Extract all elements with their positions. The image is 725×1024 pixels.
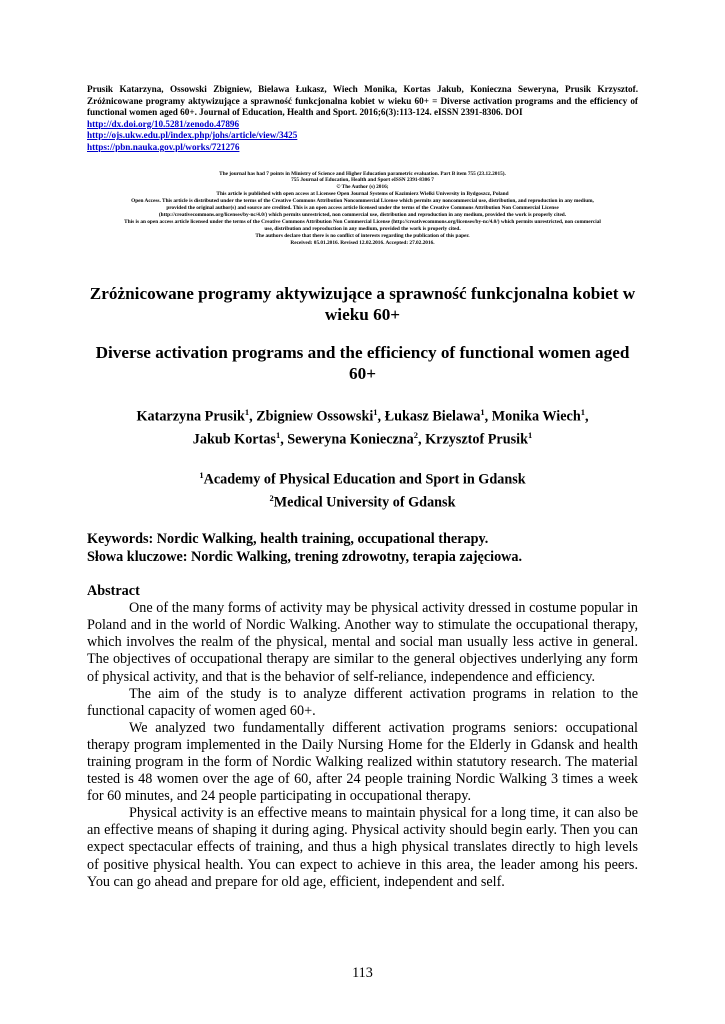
author-affiliation-mark: 1	[275, 430, 281, 441]
citation-links	[87, 119, 638, 154]
notice-line: The journal has had 7 points in Ministry of Science and Higher Education parametric evaluation. Part B item 755 (23.12.2015).	[219, 170, 506, 177]
title-english: Diverse activation programs and the efficiency of functional women aged 60+	[95, 342, 630, 383]
journal-notice	[87, 171, 638, 247]
affiliation-number: 2	[269, 492, 274, 503]
author-name: Monika Wiech	[491, 408, 581, 425]
notice-line: The authors declare that there is no conflict of interests regarding the publication of this paper.	[255, 232, 470, 239]
notice-line: Received: 05.01.2016. Revised 12.02.2016. Accepted: 27.02.2016.	[290, 239, 435, 246]
author-affiliation-mark: 1	[480, 406, 485, 417]
page-number: 113	[352, 965, 373, 981]
affiliation-number: 1	[199, 469, 204, 480]
abstract-paragraph: Physical activity is an effective means to maintain physical for a long time, it can also be an effective means of shaping it during aging. Physical activity should begin early. Then you can expect spectacular effects of training, and thus a high physical translates directly to high levels of positive physical health. You can expect to achieve in this area, the leader among his peers. You can go ahead and prepare for old age, efficient, independent and self.	[87, 805, 638, 890]
title-polish: Zróżnicowane programy aktywizujące a sprawność funkcjonalna kobiet w wieku 60+	[89, 283, 636, 324]
ojs-article-link[interactable]: http://ojs.ukw.edu.pl/index.php/johs/article/view/3425	[87, 130, 298, 141]
affiliation-name: Medical University of Gdansk	[273, 494, 456, 511]
affiliation	[87, 466, 638, 489]
notice-line: Open Access. This article is distributed under the terms of the Creative Commons Attribution Noncommercial License which permits any noncommercial use, distribution, and reproduction in any medium,	[131, 198, 594, 205]
author-name: Łukasz Bielawa	[384, 408, 481, 425]
author-affiliation-mark: 1	[244, 406, 250, 417]
affiliation	[87, 489, 638, 512]
abstract-paragraph: The aim of the study is to analyze different activation programs in relation to the functional capacity of women aged 60+.	[87, 685, 638, 719]
citation-text: Prusik Katarzyna, Ossowski Zbigniew, Bielawa Łukasz, Wiech Monika, Kortas Jakub, Konieczna Seweryna, Prusik Krzysztof. Zróżnicowane programy aktywizujące a sprawność funkcjonalna kobiet w wieku 60+ = Diverse activation programs and the efficiency of functional women aged 60+. Journal of Education, Health and Sport. 2016;6(3):113-124. eISSN 2391-8306. DOI	[87, 84, 638, 118]
author-name: Jakub Kortas	[192, 431, 276, 448]
affiliation-name: Academy of Physical Education and Sport in Gdansk	[203, 471, 526, 488]
author-affiliation-mark: 1	[580, 406, 585, 417]
author-list: Katarzyna Prusik$^1$, Zbigniew Ossowski$^1$, Łukasz Bielawa$^1$, Monika Wiech$^1$, Jakub Kortas$^1$, Seweryna Konieczna$^2$, Krzysztof Prusik$^1$	[136, 406, 589, 448]
keywords-block	[87, 531, 638, 567]
author-name: Katarzyna Prusik	[136, 408, 245, 425]
affiliation-list	[87, 466, 638, 512]
author-affiliation-mark: 1	[373, 406, 378, 417]
abstract-paragraph: One of the many forms of activity may be physical activity dressed in costume popular in Poland and in the world of Nordic Walking. Another way to stimulate the occupational therapy, which involves the realm of the physical, mental and social man usually less active in general. The objectives of occupational therapy are similar to the general objectives underlying any form of physical activity, and that is the behavior of self-reliance, independence and efficiency.	[87, 600, 638, 685]
author-affiliation-mark: 1	[527, 430, 533, 441]
notice-line: This article is published with open access at Licensee Open Journal Systems of Kazimierz Wielki University in Bydgoszcz, Poland	[216, 191, 509, 198]
doi-link[interactable]: http://dx.doi.org/10.5281/zenodo.47896	[87, 118, 240, 129]
abstract-paragraph: We analyzed two fundamentally different activation programs seniors: occupational therapy program implemented in the Daily Nursing Home for the Elderly in Gdansk and health training program in the form of Nordic Walking realized within statutory research. The material tested is 48 women over the age of 60, after 24 people training Nordic Walking 3 times a week for 60 minutes, and 24 people participating in occupational therapy.	[87, 719, 638, 805]
author-name: Seweryna Konieczna	[287, 431, 414, 448]
notice-line: © The Author (s) 2016;	[336, 184, 389, 191]
author-affiliation-mark: 2	[413, 430, 419, 441]
pbn-works-link[interactable]: https://pbn.nauka.gov.pl/works/721276	[87, 141, 240, 152]
notice-line: use, distribution and reproduction in any medium, provided the work is properly cited.	[264, 225, 461, 232]
author-name: Zbigniew Ossowski	[256, 408, 374, 425]
notice-line: This is an open access article licensed under the terms of the Creative Commons Attribution Non Commercial License (http://creativecommons.org/licenses/by-nc/4.0/) which permits unrestricted, non commercial	[124, 218, 601, 225]
author-name: Krzysztof Prusik	[425, 431, 528, 448]
keywords-polish: Słowa kluczowe: Nordic Walking, trening zdrowotny, terapia zajęciowa.	[87, 548, 523, 565]
abstract-section	[87, 583, 638, 891]
abstract-heading: Abstract	[87, 582, 140, 599]
notice-line: 755 Journal of Education, Health and Sport eISSN 2391-8306 7	[291, 177, 434, 184]
notice-line: (http://creativecommons.org/licenses/by-nc/4.0/) which permits unrestricted, non commercial use, distribution and reproduction in any medium, provided the work is properly cited.	[158, 212, 567, 218]
notice-line: provided the original author(s) and source are credited. This is an open access article licensed under the terms of the Creative Commons Attribution Non Commercial License	[166, 205, 559, 212]
keywords-english: Keywords: Nordic Walking, health training, occupational therapy.	[87, 531, 489, 548]
article-page	[87, 84, 638, 891]
